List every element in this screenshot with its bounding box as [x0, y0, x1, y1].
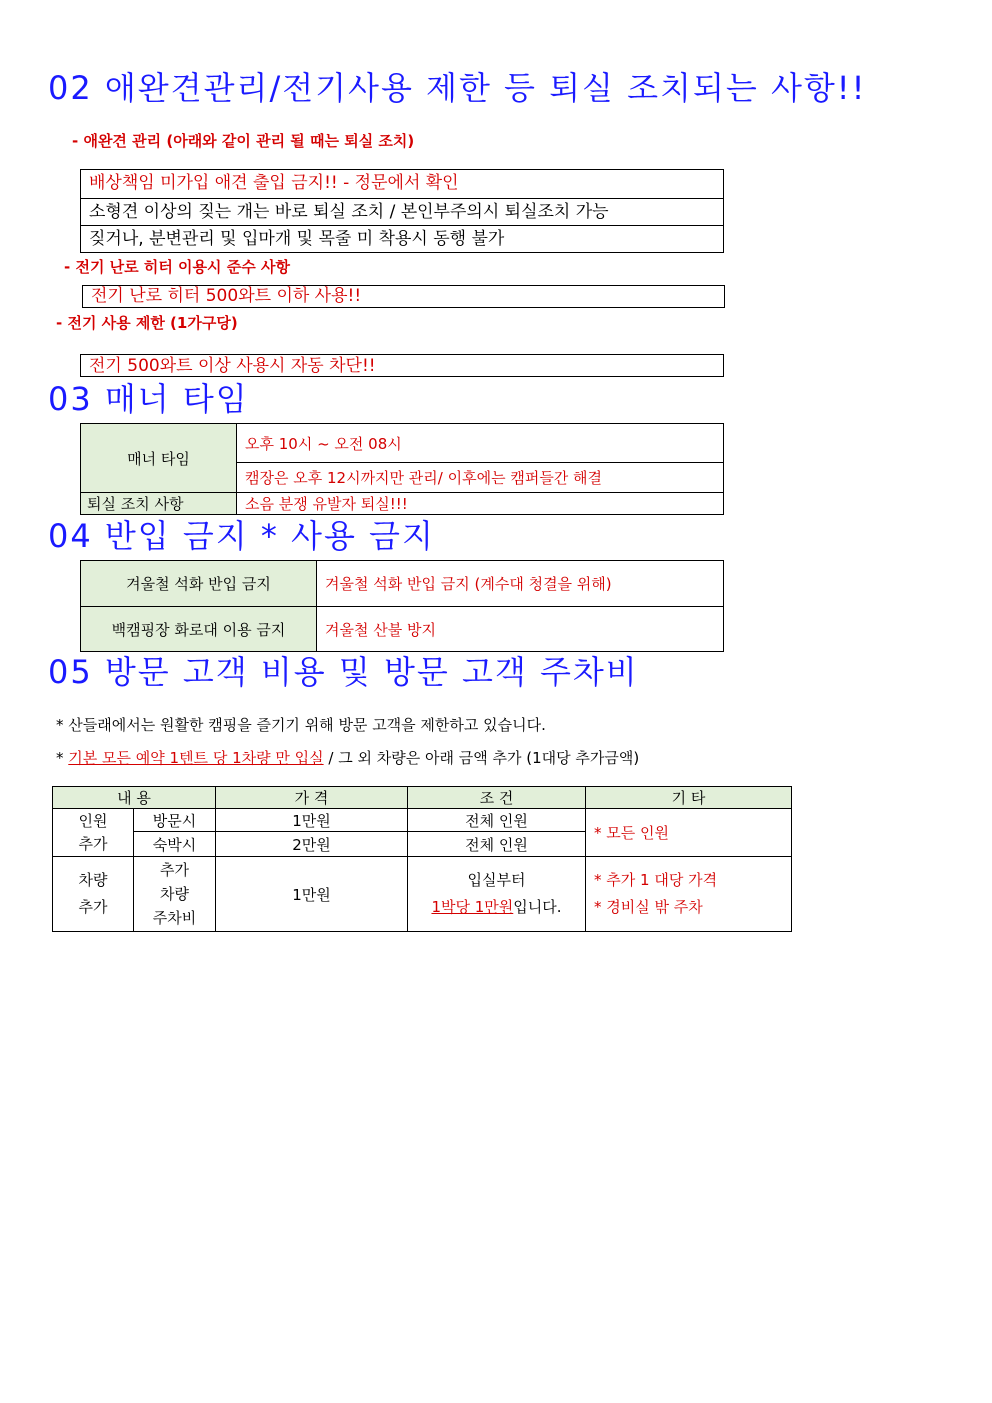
visitor-note-2-star: * — [56, 749, 64, 767]
car-parking-label-3: 주차비 — [152, 909, 197, 927]
visitor-fee-table — [52, 786, 792, 932]
car-etc — [586, 857, 792, 932]
header-condition: 조 건 — [408, 787, 586, 809]
heater-rule-box — [82, 285, 725, 308]
car-add-label-a: 차량 — [78, 871, 108, 889]
stay-condition: 전체 인원 — [408, 832, 586, 857]
pet-rule-1: 배상책임 미가입 애견 출입 금지!! - 정문에서 확인 — [89, 173, 459, 193]
pet-rule-2: 소형견 이상의 짖는 개는 바로 퇴실 조치 / 본인부주의시 퇴실조치 가능 — [81, 198, 723, 225]
visit-condition: 전체 인원 — [408, 809, 586, 832]
visitor-note-1: * 산들래에서는 원활한 캠핑을 즐기기 위해 방문 고객을 제한하고 있습니다. — [56, 716, 546, 734]
visitor-note-2-rest: / 그 외 차량은 아래 금액 추가 (1대당 추가금액) — [328, 749, 640, 767]
pet-rules-box — [80, 169, 724, 253]
power-subheading: - 전기 사용 제한 (1가구당) — [56, 314, 238, 332]
exit-action-value: 소음 분쟁 유발자 퇴실!!! — [237, 493, 724, 515]
car-condition-2 — [416, 894, 577, 921]
section-03-title: 03 매너 타임 — [48, 380, 249, 418]
section-02-title: 02 애완견관리/전기사용 제한 등 퇴실 조치되는 사항!! — [48, 69, 867, 107]
car-condition-rest: 입니다. — [513, 898, 562, 916]
manner-time-label: 매너 타임 — [81, 424, 237, 493]
heater-subheading: - 전기 난로 히터 이용시 준수 사항 — [64, 258, 290, 276]
power-rule-box — [80, 354, 724, 377]
car-etc-2: * 경비실 밖 주차 — [594, 898, 703, 916]
prohibited-table — [80, 560, 724, 652]
prohibited-value-2: 겨울철 산불 방지 — [317, 607, 724, 652]
car-price: 1만원 — [216, 857, 408, 932]
car-parking-label-2: 차량 — [160, 885, 189, 903]
visitor-note-2-underlined: 기본 모든 예약 1텐트 당 1차량 만 입실 — [68, 749, 324, 767]
stay-price: 2만원 — [216, 832, 408, 857]
car-parking-label-1: 추가 — [160, 861, 189, 879]
stay-label: 숙박시 — [134, 832, 216, 857]
prohibited-label-1: 겨울철 석화 반입 금지 — [81, 561, 317, 607]
pet-subheading: - 애완견 관리 (아래와 같이 관리 될 때는 퇴실 조치) — [72, 132, 415, 150]
exit-action-label: 퇴실 조치 사항 — [81, 493, 237, 515]
car-condition-underlined: 1박당 1만원 — [431, 898, 514, 916]
car-etc-1: * 추가 1 대당 가격 — [594, 871, 718, 889]
car-add-label-b: 추가 — [78, 898, 108, 916]
car-condition-1: 입실부터 — [467, 871, 526, 889]
car-condition — [408, 857, 586, 932]
car-add-label — [53, 857, 134, 932]
visit-label: 방문시 — [134, 809, 216, 832]
pet-rule-3: 짖거나, 분변관리 및 입마개 및 목줄 미 착용시 동행 불가 — [81, 225, 723, 253]
manner-time-table — [80, 423, 724, 515]
prohibited-label-2: 백캠핑장 화로대 이용 금지 — [81, 607, 317, 652]
header-price: 가 격 — [216, 787, 408, 809]
section-04-title: 04 반입 금지 * 사용 금지 — [48, 517, 435, 555]
visitor-note-2 — [56, 747, 639, 768]
car-parking-label — [134, 857, 216, 932]
visit-price: 1만원 — [216, 809, 408, 832]
prohibited-value-1: 겨울철 석화 반입 금지 (계수대 청결을 위해) — [317, 561, 724, 607]
heater-rule: 전기 난로 히터 500와트 이하 사용!! — [91, 286, 362, 306]
manner-time-value: 오후 10시 ~ 오전 08시 — [237, 424, 724, 463]
people-add-label-a: 인원 — [53, 809, 134, 832]
section-05-title: 05 방문 고객 비용 및 방문 고객 주차비 — [48, 653, 639, 691]
header-content: 내 용 — [53, 787, 216, 809]
people-etc: * 모든 인원 — [586, 809, 792, 857]
manner-time-note: 캠장은 오후 12시까지만 관리/ 이후에는 캠퍼들간 해결 — [237, 463, 724, 493]
power-rule: 전기 500와트 이상 사용시 자동 차단!! — [89, 356, 376, 376]
header-etc: 기 타 — [586, 787, 792, 809]
people-add-label-b: 추가 — [53, 832, 134, 857]
